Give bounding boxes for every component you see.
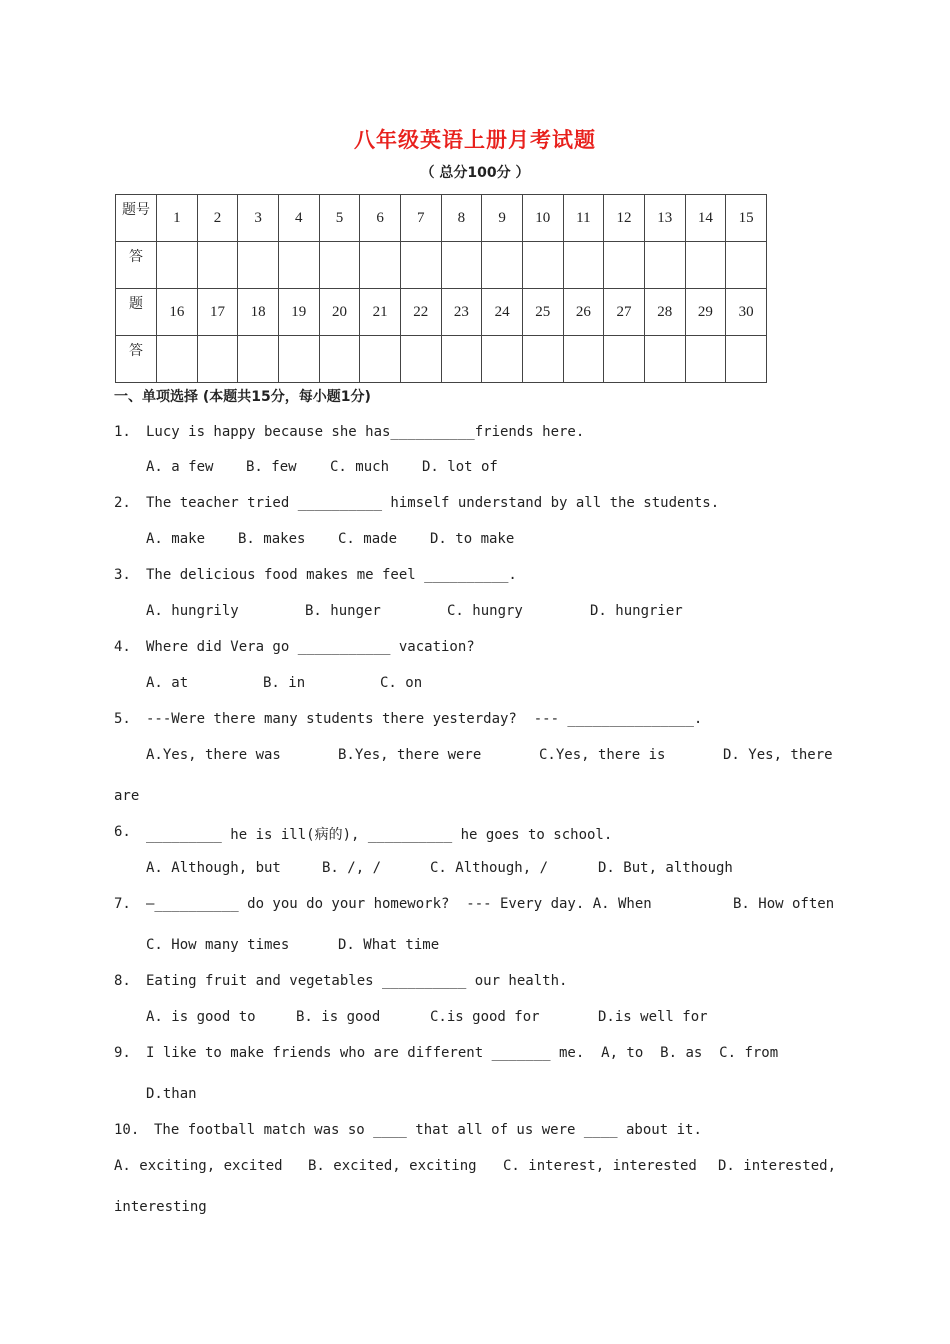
page-title: 八年级英语上册月考试题 xyxy=(354,128,596,152)
number-cell: 12 xyxy=(604,195,645,242)
answer-cell[interactable] xyxy=(604,336,645,383)
row-label-answer: 答 xyxy=(116,336,157,383)
number-cell: 19 xyxy=(278,289,319,336)
question-text: ---Were there many students there yesterday? --- _______________. xyxy=(146,711,703,727)
option: B. is good xyxy=(296,1009,381,1025)
answer-cell[interactable] xyxy=(482,336,523,383)
option: A. is good to xyxy=(146,1009,256,1025)
number-cell: 22 xyxy=(400,289,441,336)
option: A. hungrily xyxy=(146,603,239,619)
number-cell: 21 xyxy=(360,289,401,336)
answer-cell[interactable] xyxy=(441,242,482,289)
question-number: 1. xyxy=(114,424,131,440)
option: B.Yes, there were xyxy=(338,747,482,763)
row-label-answer: 答 xyxy=(116,242,157,289)
number-cell: 6 xyxy=(360,195,401,242)
number-cell: 10 xyxy=(522,195,563,242)
answer-cell[interactable] xyxy=(157,242,198,289)
question-number: 10. xyxy=(114,1122,140,1138)
number-cell: 8 xyxy=(441,195,482,242)
option: B. in xyxy=(263,675,306,691)
answer-cell[interactable] xyxy=(238,336,279,383)
table-row-numbers-2 xyxy=(116,289,767,336)
question-text: The teacher tried __________ himself understand by all the students. xyxy=(146,495,720,511)
option: D.is well for xyxy=(598,1009,708,1025)
number-cell: 15 xyxy=(726,195,767,242)
answer-cell[interactable] xyxy=(238,242,279,289)
number-cell: 4 xyxy=(278,195,319,242)
number-cell: 29 xyxy=(685,289,726,336)
number-cell: 14 xyxy=(685,195,726,242)
option: D. What time xyxy=(338,937,440,953)
answer-cell[interactable] xyxy=(563,242,604,289)
number-cell: 1 xyxy=(157,195,198,242)
number-cell: 24 xyxy=(482,289,523,336)
question-number: 2. xyxy=(114,495,131,511)
question-text: Where did Vera go ___________ vacation? xyxy=(146,639,475,655)
option: A. make xyxy=(146,531,206,547)
option: D. lot of xyxy=(422,459,498,475)
option: B. few xyxy=(246,459,297,475)
number-cell: 16 xyxy=(157,289,198,336)
answer-cell[interactable] xyxy=(157,336,198,383)
answer-cell[interactable] xyxy=(278,242,319,289)
option: A. exciting, excited xyxy=(114,1158,283,1174)
answer-cell[interactable] xyxy=(726,336,767,383)
answer-cell[interactable] xyxy=(319,242,360,289)
number-cell: 26 xyxy=(563,289,604,336)
question-number: 8. xyxy=(114,973,131,989)
option: A. Although, but xyxy=(146,860,281,876)
question-text: The football match was so ____ that all of us were ____ about it. xyxy=(154,1122,702,1138)
number-cell: 25 xyxy=(522,289,563,336)
answer-cell[interactable] xyxy=(604,242,645,289)
table-row-answers-2 xyxy=(116,336,767,383)
number-cell: 18 xyxy=(238,289,279,336)
row-label-question-number: 题 xyxy=(116,289,157,336)
question-text: Eating fruit and vegetables __________ our health. xyxy=(146,973,568,989)
question-number: 6. xyxy=(114,824,131,840)
answer-cell[interactable] xyxy=(685,336,726,383)
number-cell: 23 xyxy=(441,289,482,336)
number-cell: 20 xyxy=(319,289,360,336)
answer-cell[interactable] xyxy=(400,336,441,383)
section-heading: 一、单项选择 (本题共15分，每小题1分) xyxy=(114,389,371,405)
option: D. to make xyxy=(430,531,515,547)
option: A. a few xyxy=(146,459,214,475)
option: B. hunger xyxy=(305,603,381,619)
option: D. hungrier xyxy=(590,603,683,619)
number-cell: 30 xyxy=(726,289,767,336)
answer-cell[interactable] xyxy=(197,336,238,383)
total-score: （ 总分100分 ） xyxy=(420,165,530,181)
answer-cell[interactable] xyxy=(644,242,685,289)
answer-cell[interactable] xyxy=(441,336,482,383)
answer-cell[interactable] xyxy=(319,336,360,383)
question-number: 4. xyxy=(114,639,131,655)
answer-cell[interactable] xyxy=(360,242,401,289)
option: D. interested, xyxy=(718,1158,837,1174)
number-cell: 9 xyxy=(482,195,523,242)
number-cell: 13 xyxy=(644,195,685,242)
table-row-answers-1 xyxy=(116,242,767,289)
option: B. /, / xyxy=(322,860,382,876)
option: D.than xyxy=(146,1086,197,1102)
answer-cell[interactable] xyxy=(400,242,441,289)
number-cell: 28 xyxy=(644,289,685,336)
option: C. Although, / xyxy=(430,860,549,876)
answer-cell[interactable] xyxy=(482,242,523,289)
answer-cell[interactable] xyxy=(726,242,767,289)
question-number: 9. xyxy=(114,1045,131,1061)
option: A.Yes, there was xyxy=(146,747,281,763)
option: A. at xyxy=(146,675,189,691)
question-text: —__________ do you do your homework? --- Every day. A. When xyxy=(146,896,652,912)
option: C. How many times xyxy=(146,937,290,953)
question-number: 7. xyxy=(114,896,131,912)
number-cell: 2 xyxy=(197,195,238,242)
question-text: The delicious food makes me feel __________. xyxy=(146,567,517,583)
number-cell: 27 xyxy=(604,289,645,336)
number-cell: 3 xyxy=(238,195,279,242)
answer-table xyxy=(115,194,767,383)
option: D. But, although xyxy=(598,860,733,876)
option: C. on xyxy=(380,675,423,691)
question-text: _________ he is ill(病的), __________ he goes to school. xyxy=(146,827,613,843)
option: C. hungry xyxy=(447,603,523,619)
option: C. much xyxy=(330,459,390,475)
option-continuation: are xyxy=(114,788,140,804)
answer-cell[interactable] xyxy=(563,336,604,383)
answer-cell[interactable] xyxy=(644,336,685,383)
table-row-numbers-1 xyxy=(116,195,767,242)
option: C. interest, interested xyxy=(503,1158,697,1174)
answer-cell[interactable] xyxy=(197,242,238,289)
question-number: 3. xyxy=(114,567,131,583)
option: C.is good for xyxy=(430,1009,540,1025)
row-label-question-number: 题号 xyxy=(116,195,157,242)
answer-cell[interactable] xyxy=(360,336,401,383)
question-text: I like to make friends who are different _______ me. A, to B. as C. from xyxy=(146,1045,779,1061)
number-cell: 11 xyxy=(563,195,604,242)
answer-cell[interactable] xyxy=(522,242,563,289)
option: C. made xyxy=(338,531,398,547)
number-cell: 17 xyxy=(197,289,238,336)
option-continuation: interesting xyxy=(114,1199,207,1215)
option: D. Yes, there xyxy=(723,747,833,763)
answer-cell[interactable] xyxy=(522,336,563,383)
option: B. makes xyxy=(238,531,306,547)
option: C.Yes, there is xyxy=(539,747,666,763)
answer-cell[interactable] xyxy=(685,242,726,289)
question-number: 5. xyxy=(114,711,131,727)
number-cell: 7 xyxy=(400,195,441,242)
number-cell: 5 xyxy=(319,195,360,242)
option: B. How often xyxy=(733,896,835,912)
question-text: Lucy is happy because she has__________friends here. xyxy=(146,424,585,440)
answer-cell[interactable] xyxy=(278,336,319,383)
option: B. excited, exciting xyxy=(308,1158,477,1174)
